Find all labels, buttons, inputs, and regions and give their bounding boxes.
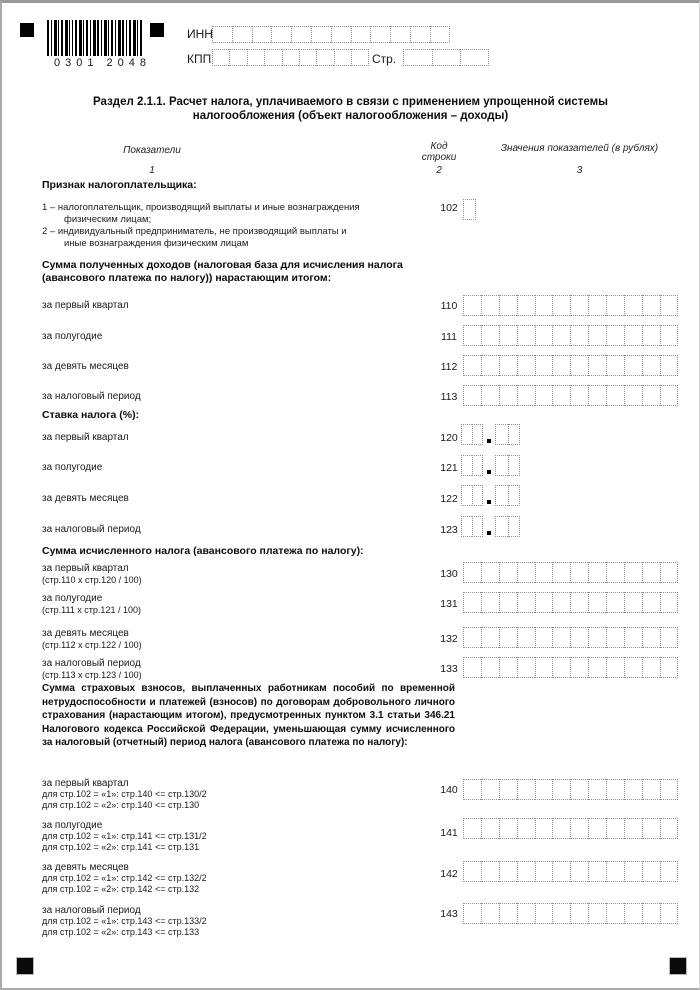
line-code-110: 110 <box>440 300 458 312</box>
field-cell <box>624 657 642 678</box>
row-122-label: за девять месяцев <box>42 493 129 504</box>
field-cell <box>624 592 642 613</box>
row-130-label: за первый квартал <box>42 563 129 574</box>
field-142[interactable] <box>463 861 678 882</box>
field-cell <box>517 903 535 924</box>
field-cell <box>552 861 570 882</box>
field-cell <box>642 295 660 316</box>
row-111-label: за полугодие <box>42 331 103 342</box>
field-cell <box>517 592 535 613</box>
row-123-label: за налоговый период <box>42 524 141 535</box>
field-cell <box>624 562 642 583</box>
field-cell <box>461 455 472 476</box>
field-113[interactable] <box>463 385 678 406</box>
field-cell <box>552 818 570 839</box>
field-cell <box>432 49 461 66</box>
kpp-field[interactable] <box>212 49 369 66</box>
page-number-field[interactable] <box>403 49 489 66</box>
line-code-122: 122 <box>440 493 458 505</box>
field-cell <box>642 592 660 613</box>
field-cell <box>463 295 481 316</box>
barcode-image <box>47 20 142 56</box>
field-121-int[interactable] <box>461 455 483 476</box>
field-cell <box>642 627 660 648</box>
field-cell <box>535 779 553 800</box>
field-cell <box>463 592 481 613</box>
row-142-condition1: для стр.102 = «1»: стр.142 <= стр.132/2 <box>42 873 207 883</box>
field-cell <box>642 355 660 376</box>
line-code-123: 123 <box>440 524 458 536</box>
field-120-frac[interactable] <box>495 424 520 445</box>
registration-mark-top-left <box>20 23 34 37</box>
field-cell <box>588 385 606 406</box>
line-code-120: 120 <box>440 432 458 444</box>
field-cell <box>351 49 368 66</box>
field-cell <box>481 818 499 839</box>
field-cell <box>517 355 535 376</box>
decimal-point-120 <box>487 439 491 443</box>
field-cell <box>499 861 517 882</box>
field-cell <box>535 818 553 839</box>
row-141-condition2: для стр.102 = «2»: стр.141 <= стр.131 <box>42 842 200 852</box>
field-cell <box>463 325 481 346</box>
row-132-formula: (стр.112 х стр.122 / 100) <box>42 640 142 650</box>
field-cell <box>481 627 499 648</box>
field-cell <box>403 49 432 66</box>
field-cell <box>535 627 553 648</box>
field-cell <box>472 455 483 476</box>
field-cell <box>517 861 535 882</box>
field-cell <box>517 385 535 406</box>
page-number-label: Стр. <box>372 52 397 66</box>
field-cell <box>517 779 535 800</box>
taxpayer-option1-line2: физическим лицам; <box>64 214 152 225</box>
field-cell <box>535 295 553 316</box>
field-cell <box>499 903 517 924</box>
field-cell <box>463 385 481 406</box>
field-cell <box>334 49 351 66</box>
taxpayer-option2-line1: 2 – индивидуальный предприниматель, не производящий выплаты и <box>42 226 347 237</box>
field-cell <box>624 295 642 316</box>
line-code-140: 140 <box>440 784 458 796</box>
field-133[interactable] <box>463 657 678 678</box>
field-cell <box>570 592 588 613</box>
row-131-label: за полугодие <box>42 593 103 604</box>
inn-field[interactable] <box>212 26 450 43</box>
registration-mark-top-left-2 <box>150 23 164 37</box>
line-code-112: 112 <box>440 361 458 373</box>
field-cell <box>212 26 232 43</box>
field-cell <box>331 26 351 43</box>
decimal-point-123 <box>487 531 491 535</box>
field-cell <box>472 485 483 506</box>
field-cell <box>570 779 588 800</box>
field-cell <box>660 903 678 924</box>
field-cell <box>606 903 624 924</box>
field-cell <box>660 385 678 406</box>
field-cell <box>588 903 606 924</box>
field-cell <box>642 818 660 839</box>
field-cell <box>481 903 499 924</box>
income-heading-line2: (авансового платежа по налогу)) нарастающим итогом: <box>42 272 332 284</box>
field-cell <box>570 562 588 583</box>
field-cell <box>430 26 450 43</box>
barcode-digits: 0301 2048 <box>54 57 151 69</box>
row-121-label: за полугодие <box>42 462 103 473</box>
field-cell <box>570 818 588 839</box>
field-cell <box>499 325 517 346</box>
row-143-condition2: для стр.102 = «2»: стр.143 <= стр.133 <box>42 927 200 937</box>
field-cell <box>552 779 570 800</box>
field-cell <box>264 49 281 66</box>
taxpayer-attribute-heading: Признак налогоплательщика: <box>42 179 197 191</box>
column-number-1: 1 <box>149 165 155 176</box>
line-code-121: 121 <box>440 462 458 474</box>
field-141[interactable] <box>463 818 678 839</box>
field-cell <box>552 903 570 924</box>
field-cell <box>606 325 624 346</box>
field-cell <box>499 818 517 839</box>
field-cell <box>495 516 508 537</box>
field-cell <box>535 385 553 406</box>
row-143-condition1: для стр.102 = «1»: стр.143 <= стр.133/2 <box>42 916 207 926</box>
row-142-condition2: для стр.102 = «2»: стр.142 <= стр.132 <box>42 884 200 894</box>
field-cell <box>660 295 678 316</box>
field-cell <box>552 562 570 583</box>
field-cell <box>552 325 570 346</box>
row-133-formula: (стр.113 х стр.123 / 100) <box>42 670 142 680</box>
row-140-condition1: для стр.102 = «1»: стр.140 <= стр.130/2 <box>42 789 207 799</box>
field-130[interactable] <box>463 562 678 583</box>
field-cell <box>517 818 535 839</box>
section-title-line1: Раздел 2.1.1. Расчет налога, уплачиваемого в связи с применением упрощенной системы <box>93 96 608 108</box>
field-131[interactable] <box>463 592 678 613</box>
field-cell <box>463 779 481 800</box>
calculated-tax-heading: Сумма исчисленного налога (авансового платежа по налогу): <box>42 545 364 557</box>
field-cell <box>570 295 588 316</box>
field-cell <box>552 627 570 648</box>
field-cell <box>624 385 642 406</box>
field-cell <box>570 861 588 882</box>
field-cell <box>624 325 642 346</box>
field-cell <box>606 779 624 800</box>
line-code-141: 141 <box>440 827 458 839</box>
field-cell <box>481 779 499 800</box>
field-cell <box>660 657 678 678</box>
field-cell <box>461 424 472 445</box>
line-code-130: 130 <box>440 568 458 580</box>
field-cell <box>588 325 606 346</box>
field-cell <box>499 355 517 376</box>
field-cell <box>499 385 517 406</box>
field-cell <box>517 562 535 583</box>
line-code-113: 113 <box>440 391 458 403</box>
field-132[interactable] <box>463 627 678 648</box>
field-cell <box>535 592 553 613</box>
field-cell <box>463 861 481 882</box>
field-cell <box>552 295 570 316</box>
field-cell <box>461 516 472 537</box>
field-cell <box>606 592 624 613</box>
field-cell <box>463 627 481 648</box>
field-cell <box>517 657 535 678</box>
column-header-indicators: Показатели <box>123 145 181 156</box>
field-cell <box>463 355 481 376</box>
field-cell <box>642 861 660 882</box>
row-132-label: за девять месяцев <box>42 628 129 639</box>
field-cell <box>461 485 472 506</box>
line-code-133: 133 <box>440 663 458 675</box>
field-cell <box>499 295 517 316</box>
field-cell <box>499 657 517 678</box>
field-cell <box>660 818 678 839</box>
field-cell <box>552 592 570 613</box>
field-cell <box>495 485 508 506</box>
field-cell <box>460 49 489 66</box>
field-cell <box>299 49 316 66</box>
field-cell <box>552 657 570 678</box>
field-cell <box>660 779 678 800</box>
field-cell <box>624 355 642 376</box>
field-cell <box>624 627 642 648</box>
line-code-102: 102 <box>440 202 458 214</box>
income-heading-line1: Сумма полученных доходов (налоговая база для исчисления налога <box>42 259 403 271</box>
field-110[interactable] <box>463 295 678 316</box>
line-code-111: 111 <box>441 331 457 343</box>
field-cell <box>588 818 606 839</box>
field-cell <box>517 627 535 648</box>
field-cell <box>660 325 678 346</box>
field-cell <box>535 657 553 678</box>
field-cell <box>552 355 570 376</box>
field-cell <box>481 592 499 613</box>
field-cell <box>282 49 299 66</box>
field-cell <box>570 325 588 346</box>
field-cell <box>660 355 678 376</box>
field-cell <box>463 199 476 220</box>
field-cell <box>463 903 481 924</box>
field-cell <box>481 325 499 346</box>
row-141-label: за полугодие <box>42 820 103 831</box>
field-cell <box>472 516 483 537</box>
field-cell <box>481 861 499 882</box>
field-cell <box>642 325 660 346</box>
field-123-int[interactable] <box>461 516 483 537</box>
field-cell <box>508 516 521 537</box>
column-number-3: 3 <box>576 165 583 176</box>
field-cell <box>606 562 624 583</box>
field-cell <box>660 627 678 648</box>
field-cell <box>463 657 481 678</box>
field-cell <box>642 903 660 924</box>
field-122-int[interactable] <box>461 485 483 506</box>
row-110-label: за первый квартал <box>42 300 129 311</box>
row-120-label: за первый квартал <box>42 432 129 443</box>
row-143-label: за налоговый период <box>42 905 141 916</box>
row-141-condition1: для стр.102 = «1»: стр.141 <= стр.131/2 <box>42 831 207 841</box>
field-cell <box>642 657 660 678</box>
row-140-condition2: для стр.102 = «2»: стр.140 <= стр.130 <box>42 800 200 810</box>
row-131-formula: (стр.111 х стр.121 / 100) <box>42 605 141 615</box>
field-cell <box>495 424 508 445</box>
field-cell <box>351 26 371 43</box>
field-cell <box>570 903 588 924</box>
field-121-frac[interactable] <box>495 455 520 476</box>
field-cell <box>481 355 499 376</box>
field-cell <box>570 355 588 376</box>
field-122-frac[interactable] <box>495 485 520 506</box>
field-cell <box>588 861 606 882</box>
field-cell <box>481 657 499 678</box>
field-cell <box>588 592 606 613</box>
field-cell <box>410 26 430 43</box>
field-cell <box>535 562 553 583</box>
line-code-143: 143 <box>440 908 458 920</box>
tax-rate-heading: Ставка налога (%): <box>42 409 140 421</box>
field-cell <box>535 355 553 376</box>
field-cell <box>588 355 606 376</box>
field-cell <box>535 903 553 924</box>
line-code-132: 132 <box>440 633 458 645</box>
field-cell <box>588 627 606 648</box>
field-123-frac[interactable] <box>495 516 520 537</box>
field-cell <box>624 861 642 882</box>
field-cell <box>463 562 481 583</box>
field-cell <box>588 779 606 800</box>
field-cell <box>624 779 642 800</box>
field-cell <box>499 627 517 648</box>
line-code-131: 131 <box>440 598 458 610</box>
field-cell <box>508 424 521 445</box>
field-cell <box>660 861 678 882</box>
column-number-2: 2 <box>436 165 442 176</box>
field-cell <box>481 385 499 406</box>
kpp-label: КПП <box>187 52 212 66</box>
field-cell <box>316 49 333 66</box>
field-cell <box>588 657 606 678</box>
field-cell <box>588 295 606 316</box>
field-cell <box>606 627 624 648</box>
field-cell <box>481 295 499 316</box>
field-cell <box>508 455 521 476</box>
field-cell <box>495 455 508 476</box>
row-113-label: за налоговый период <box>42 391 141 402</box>
field-cell <box>535 861 553 882</box>
insurance-paragraph: Сумма страховых взносов, выплаченных работникам пособий по временной нетрудоспособности и платежей (взносов) по договорам добровольного личного страхования (нарастающим итогом), предусмотренных пунктом 3.1 статьи 346.21 Налогового кодекса Российской Федерации, уменьшающая сумму исчисленного за налоговый (отчетный) период налога (авансового платежа по налогу): <box>42 683 455 748</box>
field-cell <box>212 49 229 66</box>
field-cell <box>660 592 678 613</box>
field-cell <box>229 49 246 66</box>
field-cell <box>570 657 588 678</box>
row-133-label: за налоговый период <box>42 658 141 669</box>
field-cell <box>499 779 517 800</box>
row-142-label: за девять месяцев <box>42 862 129 873</box>
field-cell <box>481 562 499 583</box>
field-cell <box>570 627 588 648</box>
decimal-point-122 <box>487 500 491 504</box>
field-cell <box>570 385 588 406</box>
field-cell <box>606 355 624 376</box>
column-header-line-code-1: Код <box>430 141 448 152</box>
decimal-point-121 <box>487 470 491 474</box>
field-cell <box>252 26 272 43</box>
field-cell <box>463 818 481 839</box>
section-title-line2: налогообложения (объект налогообложения – доходы) <box>192 110 509 122</box>
field-cell <box>271 26 291 43</box>
field-cell <box>247 49 264 66</box>
field-cell <box>642 562 660 583</box>
field-cell <box>370 26 390 43</box>
field-cell <box>642 779 660 800</box>
field-111[interactable] <box>463 325 678 346</box>
registration-mark-bottom-left <box>17 958 33 974</box>
field-cell <box>291 26 311 43</box>
field-cell <box>552 385 570 406</box>
field-cell <box>232 26 252 43</box>
row-130-formula: (стр.110 х стр.120 / 100) <box>42 575 142 585</box>
field-112[interactable] <box>463 355 678 376</box>
field-cell <box>642 385 660 406</box>
field-cell <box>390 26 410 43</box>
field-cell <box>499 592 517 613</box>
field-cell <box>606 861 624 882</box>
field-140[interactable] <box>463 779 678 800</box>
field-143[interactable] <box>463 903 678 924</box>
field-cell <box>472 424 483 445</box>
field-cell <box>588 562 606 583</box>
field-cell <box>499 562 517 583</box>
field-cell <box>535 325 553 346</box>
registration-mark-bottom-right <box>670 958 686 974</box>
row-112-label: за девять месяцев <box>42 361 129 372</box>
line-code-142: 142 <box>440 868 458 880</box>
field-cell <box>660 562 678 583</box>
taxpayer-option2-line2: иные вознаграждения физическим лицам <box>64 238 249 249</box>
field-cell <box>517 325 535 346</box>
inn-label: ИНН <box>187 27 213 41</box>
barcode <box>47 20 142 56</box>
field-cell <box>624 903 642 924</box>
field-102[interactable] <box>463 199 476 220</box>
field-120-int[interactable] <box>461 424 483 445</box>
field-cell <box>606 295 624 316</box>
column-header-line-code-2: строки <box>421 152 457 163</box>
field-cell <box>606 385 624 406</box>
field-cell <box>311 26 331 43</box>
field-cell <box>508 485 521 506</box>
field-cell <box>606 818 624 839</box>
field-cell <box>606 657 624 678</box>
field-cell <box>517 295 535 316</box>
taxpayer-option1-line1: 1 – налогоплательщик, производящий выплаты и иные вознаграждения <box>42 202 360 213</box>
column-header-values: Значения показателей (в рублях) <box>500 143 659 154</box>
row-140-label: за первый квартал <box>42 778 129 789</box>
field-cell <box>624 818 642 839</box>
